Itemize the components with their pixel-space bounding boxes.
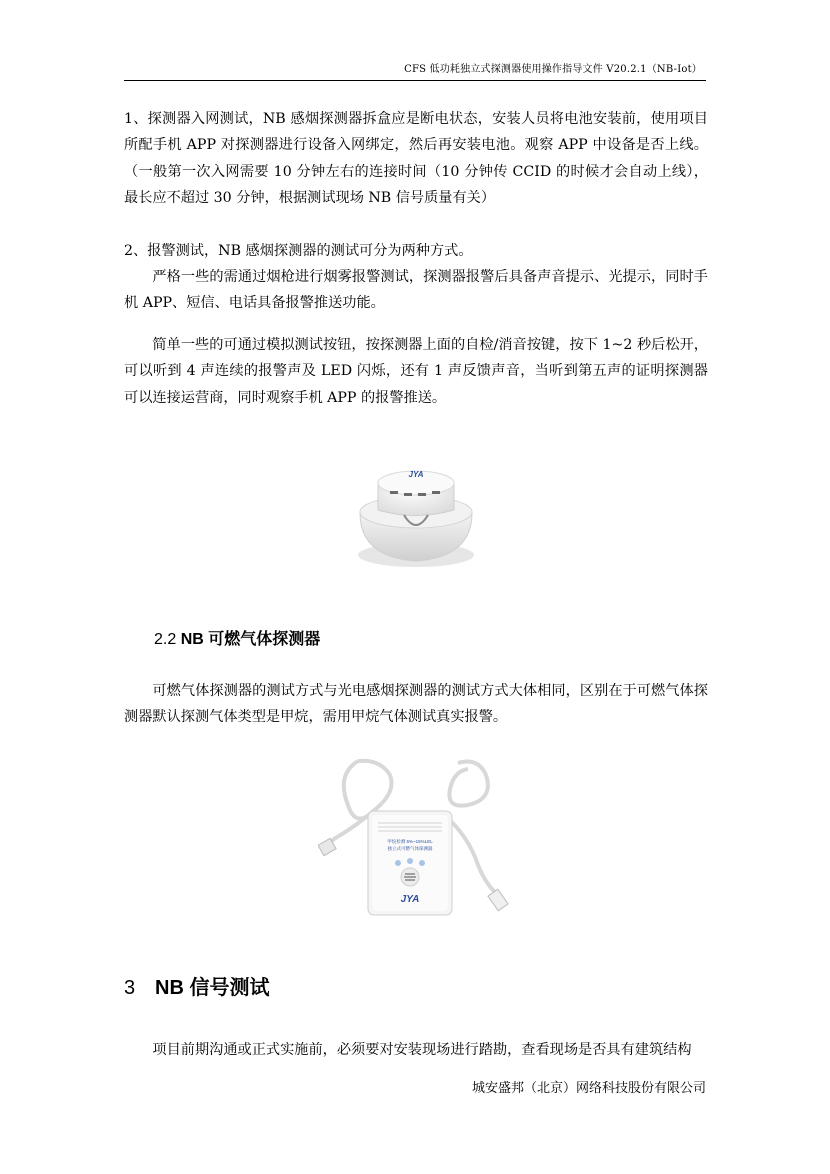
section-3-title: NB 信号测试 <box>155 977 270 999</box>
paragraph-alarm-test: 2、报警测试，NB 感烟探测器的测试可分为两种方式。 <box>124 243 473 259</box>
paragraph-network-test: 1、探测器入网测试，NB 感烟探测器拆盒应是断电状态，安装人员将电池安装前，使用项目所配手机 APP 对探测器进行设备入网绑定，然后再安装电池。观察 APP 中设备是否上线。（一般第一次入网需要 10 分钟左右的连接时间（10 分钟传 CCID 的时候才会自动上线），最长应不超过 30 分钟，根据测试现场 NB 信号质量有关） <box>124 111 708 207</box>
paragraph-smoke-gun-test: 严格一些的需通过烟枪进行烟雾报警测试，探测器报警后具备声音提示、光提示，同时手机 APP、短信、电话具备报警推送功能。 <box>124 269 708 312</box>
section-3-heading <box>124 971 269 1000</box>
gas-detector-label-line2: 独立式可燃气体探测器 <box>387 846 433 851</box>
section-3-number: 3 <box>124 977 136 999</box>
gas-detector-logo: JYA <box>400 894 420 905</box>
paragraph-simulated-test: 简单一些的可通过模拟测试按钮，按探测器上面的自检/消音按键，按下 1~2 秒后松开，可以听到 4 声连续的报警声及 LED 闪烁，还有 1 声反馈声音，当听到第五声的证明探测器可以连接运营商，同时观察手机 APP 的报警推送。 <box>124 337 708 406</box>
gas-detector-image <box>318 755 514 925</box>
header-divider <box>124 80 706 81</box>
smoke-detector-logo: JYA <box>408 470 424 479</box>
paragraph-gas-detector: 可燃气体探测器的测试方式与光电感烟探测器的测试方式大体相同，区别在于可燃气体探测器默认探测气体类型是甲烷，需用甲烷气体测试真实报警。 <box>124 683 708 726</box>
paragraph-signal-survey: 项目前期沟通或正式实施前，必须要对安装现场进行踏勘，查看现场是否具有建筑结构 <box>152 1042 692 1058</box>
section-2-2-title: NB 可燃气体探测器 <box>180 631 321 648</box>
section-2-2-heading <box>154 626 320 649</box>
section-2-2-number: 2.2 <box>154 631 177 648</box>
page-footer: 城安盛邦（北京）网络科技股份有限公司 <box>471 1081 706 1096</box>
gas-detector-label-line1: 甲烷检测 5%~15%LEL <box>387 839 433 844</box>
smoke-detector-image <box>356 455 476 570</box>
page-header: CFS 低功耗独立式探测器使用操作指导文件 V20.2.1（NB-Iot） <box>404 64 702 75</box>
